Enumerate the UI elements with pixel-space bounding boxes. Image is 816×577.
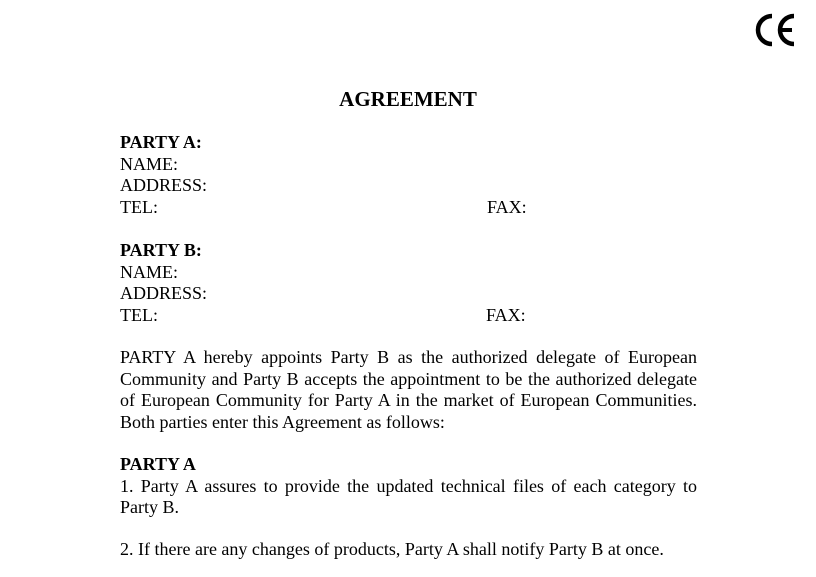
party-b-tel-label: TEL: (120, 304, 158, 325)
party-a-item-1: 1. Party A assures to provide the updated technical files of each category to Party B. (120, 475, 697, 517)
party-a-section-heading: PARTY A (120, 454, 196, 474)
ce-mark-icon (754, 12, 798, 48)
party-b-name-label: NAME: (120, 261, 178, 282)
party-a-name-label: NAME: (120, 153, 178, 174)
party-b-contact-line (120, 305, 700, 327)
document-title: AGREEMENT (339, 87, 477, 111)
party-a-item-2: 2. If there are any changes of products, Party A shall notify Party B at once. (120, 539, 664, 559)
party-a-contact-line (120, 197, 700, 219)
party-a-fax-label: FAX: (487, 196, 527, 217)
party-a-address-label: ADDRESS: (120, 175, 208, 195)
party-b-heading: PARTY B: (120, 240, 202, 260)
intro-paragraph: PARTY A hereby appoints Party B as the authorized delegate of European Community and Party B accepts the appointment to be the authorized delegate of European Community for Party A in the market of European Communities. Both parties enter this Agreement as follows: (120, 347, 697, 432)
party-b-address-label: ADDRESS: (120, 283, 208, 303)
party-a-block (120, 132, 700, 218)
party-b-block (120, 240, 700, 326)
party-a-heading: PARTY A: (120, 132, 202, 152)
party-a-obligations (120, 454, 697, 519)
party-b-fax-label: FAX: (486, 304, 526, 325)
party-a-tel-label: TEL: (120, 196, 158, 217)
